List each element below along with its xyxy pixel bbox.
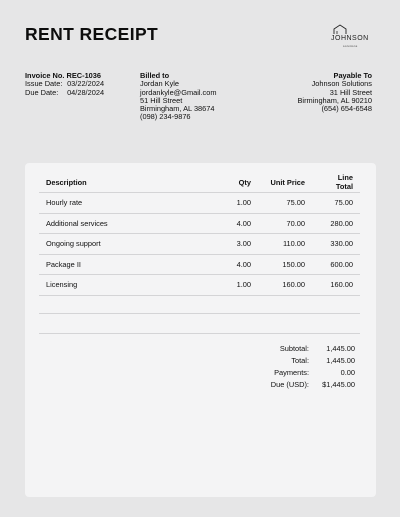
due-value: $1,445.00 <box>322 380 355 390</box>
billed-to-heading: Billed to <box>140 71 170 80</box>
header-qty: Qty <box>218 172 258 193</box>
row-line-total: 280.00 <box>312 213 360 234</box>
subtotal-label: Subtotal: <box>279 343 309 353</box>
due-date-label: Due Date: <box>25 87 59 97</box>
row-unit-price: 160.00 <box>258 275 312 296</box>
logo-subtitle: solutions <box>343 44 358 48</box>
company-logo <box>331 24 375 48</box>
row-line-total: 330.00 <box>312 234 360 255</box>
table-row <box>39 275 360 296</box>
due-label: Due (USD): <box>270 380 309 390</box>
row-description: Package II <box>39 254 218 275</box>
table-row <box>39 234 360 255</box>
subtotal-value: 1,445.00 <box>326 343 355 353</box>
due-row <box>239 379 355 391</box>
table-header-row <box>39 172 360 193</box>
row-qty: 1.00 <box>218 275 258 296</box>
row-unit-price: 70.00 <box>258 213 312 234</box>
row-qty: 1.00 <box>218 193 258 214</box>
row-unit-price: 110.00 <box>258 234 312 255</box>
subtotal-row <box>239 342 355 354</box>
row-qty: 3.00 <box>218 234 258 255</box>
table-row <box>39 213 360 234</box>
payments-label: Payments: <box>274 367 309 377</box>
divider <box>39 333 360 334</box>
due-date: 04/28/2024 <box>67 87 105 97</box>
logo-name: JOHNSON <box>331 35 369 42</box>
payable-to-phone: (654) 654-6548 <box>321 104 372 114</box>
issue-date-label: Issue Date: <box>25 79 63 89</box>
receipt-card <box>25 163 376 497</box>
total-label: Total: <box>291 355 309 365</box>
row-description: Ongoing support <box>39 234 218 255</box>
billed-to-name: Jordan Kyle <box>140 79 180 89</box>
table-row <box>39 193 360 214</box>
payable-to-block <box>298 72 373 113</box>
line-items-table <box>39 172 360 296</box>
payments-value: 0.00 <box>340 367 355 377</box>
header-unit-price: Unit Price <box>258 172 312 193</box>
row-line-total: 160.00 <box>312 275 360 296</box>
row-line-total: 75.00 <box>312 193 360 214</box>
table-row <box>39 254 360 275</box>
divider <box>39 313 360 314</box>
issue-date: 03/22/2024 <box>67 79 105 89</box>
invoice-number-label: Invoice No. <box>25 71 65 80</box>
row-unit-price: 150.00 <box>258 254 312 275</box>
payable-to-heading: Payable To <box>333 71 372 80</box>
billed-to-email: jordankyle@Gmail.com <box>140 87 217 97</box>
payable-to-name: Johnson Solutions <box>311 79 372 89</box>
header-description: Description <box>39 172 218 193</box>
invoice-number: REC-1036 <box>66 71 102 80</box>
billed-to-phone: (098) 234-9876 <box>140 112 191 122</box>
row-unit-price: 75.00 <box>258 193 312 214</box>
payments-row <box>239 366 355 378</box>
row-qty: 4.00 <box>218 213 258 234</box>
row-line-total: 600.00 <box>312 254 360 275</box>
header-line-total: Line Total <box>312 172 360 193</box>
invoice-info <box>25 72 104 97</box>
payable-to-city: Birmingham, AL 90210 <box>297 95 372 105</box>
total-row <box>239 354 355 366</box>
totals-block <box>239 342 355 391</box>
row-description: Hourly rate <box>39 193 218 214</box>
total-value: 1,445.00 <box>326 355 355 365</box>
billed-to-block <box>140 72 217 122</box>
billed-to-city: Birmingham, AL 38674 <box>140 104 215 114</box>
payable-to-street: 31 Hill Street <box>329 87 372 97</box>
billed-to-street: 51 Hill Street <box>140 95 183 105</box>
row-description: Additional services <box>39 213 218 234</box>
row-description: Licensing <box>39 275 218 296</box>
row-qty: 4.00 <box>218 254 258 275</box>
page-title: RENT RECEIPT <box>25 24 159 44</box>
